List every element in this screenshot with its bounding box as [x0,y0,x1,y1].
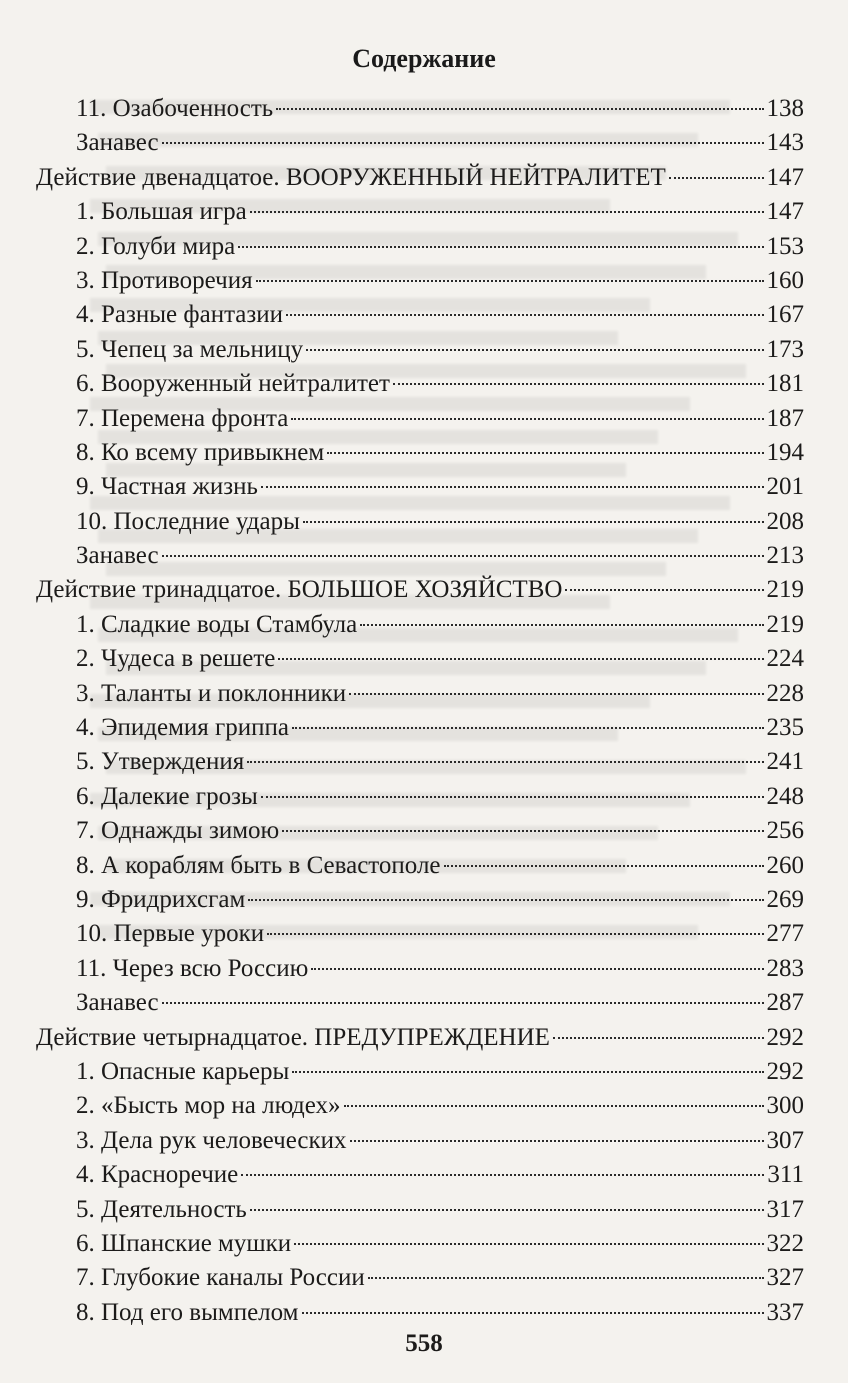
toc-chapter-entry [36,814,804,848]
toc-entry-page: 260 [766,851,804,879]
dot-leader [303,521,764,523]
dot-leader [250,1209,764,1211]
dot-leader [327,452,763,454]
toc-chapter-entry [36,505,804,539]
toc-chapter-entry [36,1124,804,1158]
toc-act-entry [36,573,804,607]
toc-entry-page: 322 [766,1229,804,1257]
dot-leader [250,211,764,213]
page-title: Содержание [352,44,496,73]
dot-leader [444,865,764,867]
toc-chapter-entry [36,677,804,711]
toc-entry-page: 269 [766,885,804,913]
dot-leader [368,1277,764,1279]
toc-entry-page: 173 [766,335,804,363]
dot-leader [294,1243,763,1245]
toc-act-entry [36,1021,804,1055]
dot-leader [256,280,764,282]
toc-entry-page: 147 [766,163,804,191]
toc-chapter-entry [36,92,804,126]
toc-entry-title: 3. Противоречия [76,266,253,294]
toc-entry-title: 9. Частная жизнь [76,473,258,501]
toc-entry-page: 317 [766,1195,804,1223]
dot-leader [565,589,763,591]
toc-chapter-entry [36,264,804,298]
toc-chapter-entry [36,1296,804,1330]
toc-entry-title: 8. А кораблям быть в Севастополе [76,851,441,879]
dot-leader [162,1002,764,1004]
toc-entry-page: 337 [766,1298,804,1326]
toc-entry-page: 194 [766,438,804,466]
toc-chapter-entry [36,711,804,745]
toc-entry-title: Действие четырнадцатое. ПРЕДУПРЕЖДЕНИЕ [36,1023,550,1051]
toc-entry-title: 8. Под его вымпелом [76,1298,299,1326]
toc-entry-title: 3. Дела рук человеческих [76,1126,347,1154]
toc-chapter-entry [36,539,804,573]
toc-entry-title: 6. Вооруженный нейтралитет [76,370,390,398]
toc-entry-page: 153 [766,232,804,260]
toc-entry-title: 2. Чудеса в решете [76,645,276,673]
table-of-contents [36,92,804,1330]
toc-entry-page: 327 [766,1264,804,1292]
toc-chapter-entry [36,780,804,814]
toc-chapter-entry [36,1227,804,1261]
dot-leader [286,314,763,316]
toc-entry-title: 3. Таланты и поклонники [76,679,347,707]
toc-entry-title: 2. Голуби мира [76,232,236,260]
toc-chapter-entry [36,1193,804,1227]
toc-entry-page: 287 [766,989,804,1017]
toc-chapter-entry [36,986,804,1020]
toc-entry-page: 228 [766,679,804,707]
toc-entry-title: 1. Большая игра [76,198,247,226]
toc-entry-page: 219 [766,610,804,638]
toc-entry-title: Действие тринадцатое. БОЛЬШОЕ ХОЗЯЙСТВО [36,576,563,604]
toc-entry-title: 6. Шпанские мушки [76,1229,292,1257]
dot-leader [344,1105,764,1107]
toc-entry-title: 1. Сладкие воды Стамбула [76,610,358,638]
toc-chapter-entry [36,608,804,642]
toc-entry-title: Занавес [76,542,159,570]
toc-entry-title: 4. Красноречие [76,1161,239,1189]
dot-leader [393,383,764,385]
toc-entry-title: 7. Глубокие каналы России [76,1264,365,1292]
dot-leader [261,486,764,488]
toc-entry-page: 256 [766,817,804,845]
toc-entry-page: 187 [766,404,804,432]
toc-entry-page: 241 [766,748,804,776]
dot-leader [162,142,764,144]
dot-leader [276,108,763,110]
dot-leader [350,1140,764,1142]
dot-leader [278,658,763,660]
toc-entry-title: Действие двенадцатое. ВООРУЖЕННЫЙ НЕЙТРАЛИТЕТ [36,163,666,191]
dot-leader [553,1037,764,1039]
toc-entry-title: 1. Опасные карьеры [76,1057,290,1085]
dot-leader [282,830,763,832]
toc-chapter-entry [36,917,804,951]
dot-leader [241,1174,764,1176]
toc-entry-title: Занавес [76,989,159,1017]
toc-entry-page: 311 [767,1161,804,1189]
toc-entry-title: 9. Фридрихсгам [76,885,246,913]
page-number: 558 [405,1330,443,1357]
dot-leader [162,555,764,557]
dot-leader [311,968,763,970]
toc-entry-page: 248 [766,782,804,810]
toc-entry-page: 181 [766,370,804,398]
dot-leader [292,727,763,729]
toc-entry-page: 208 [766,507,804,535]
toc-entry-title: 11. Через всю Россию [76,954,309,982]
toc-act-entry [36,161,804,195]
toc-chapter-entry [36,1089,804,1123]
toc-chapter-entry [36,333,804,367]
dot-leader [267,933,763,935]
dot-leader [291,418,763,420]
toc-entry-page: 213 [766,542,804,570]
toc-chapter-entry [36,436,804,470]
dot-leader [247,761,763,763]
toc-entry-page: 201 [766,473,804,501]
dot-leader [248,899,763,901]
toc-entry-title: 2. «Бысть мор на людех» [76,1092,341,1120]
toc-chapter-entry [36,1055,804,1089]
toc-entry-page: 143 [766,129,804,157]
toc-entry-page: 235 [766,714,804,742]
toc-chapter-entry [36,402,804,436]
toc-entry-page: 283 [766,954,804,982]
toc-chapter-entry [36,367,804,401]
toc-chapter-entry [36,195,804,229]
toc-entry-title: 7. Перемена фронта [76,404,289,432]
toc-entry-page: 160 [766,266,804,294]
toc-entry-page: 292 [766,1023,804,1051]
toc-entry-title: 10. Первые уроки [76,920,265,948]
dot-leader [261,796,764,798]
toc-entry-title: 8. Ко всему привыкнем [76,438,325,466]
toc-entry-page: 224 [766,645,804,673]
toc-entry-title: Занавес [76,129,159,157]
toc-entry-page: 292 [766,1057,804,1085]
dot-leader [669,177,764,179]
toc-chapter-entry [36,126,804,160]
toc-chapter-entry [36,1261,804,1295]
toc-chapter-entry [36,1158,804,1192]
toc-entry-title: 6. Далекие грозы [76,782,258,810]
toc-entry-title: 7. Однажды зимою [76,817,280,845]
toc-entry-page: 300 [766,1092,804,1120]
toc-chapter-entry [36,745,804,779]
toc-entry-title: 11. Озабоченность [76,95,274,122]
toc-entry-page: 167 [766,301,804,329]
dot-leader [306,349,763,351]
dot-leader [302,1312,764,1314]
toc-entry-title: 5. Утверждения [76,748,245,776]
toc-chapter-entry [36,642,804,676]
dot-leader [238,246,763,248]
toc-chapter-entry [36,883,804,917]
toc-entry-title: 10. Последние удары [76,507,300,535]
toc-chapter-entry [36,230,804,264]
toc-entry-title: 4. Эпидемия гриппа [76,714,290,742]
toc-entry-title: 4. Разные фантазии [76,301,284,329]
dot-leader [349,693,763,695]
dot-leader [360,624,763,626]
toc-entry-page: 307 [766,1126,804,1154]
toc-chapter-entry [36,849,804,883]
toc-chapter-entry [36,298,804,332]
toc-entry-page: 138 [766,95,804,122]
toc-entry-page: 219 [766,576,804,604]
toc-entry-title: 5. Деятельность [76,1195,247,1223]
toc-chapter-entry [36,952,804,986]
toc-chapter-entry [36,470,804,504]
toc-entry-page: 277 [766,920,804,948]
toc-entry-page: 147 [766,198,804,226]
dot-leader [292,1071,763,1073]
toc-entry-title: 5. Чепец за мельницу [76,335,304,363]
